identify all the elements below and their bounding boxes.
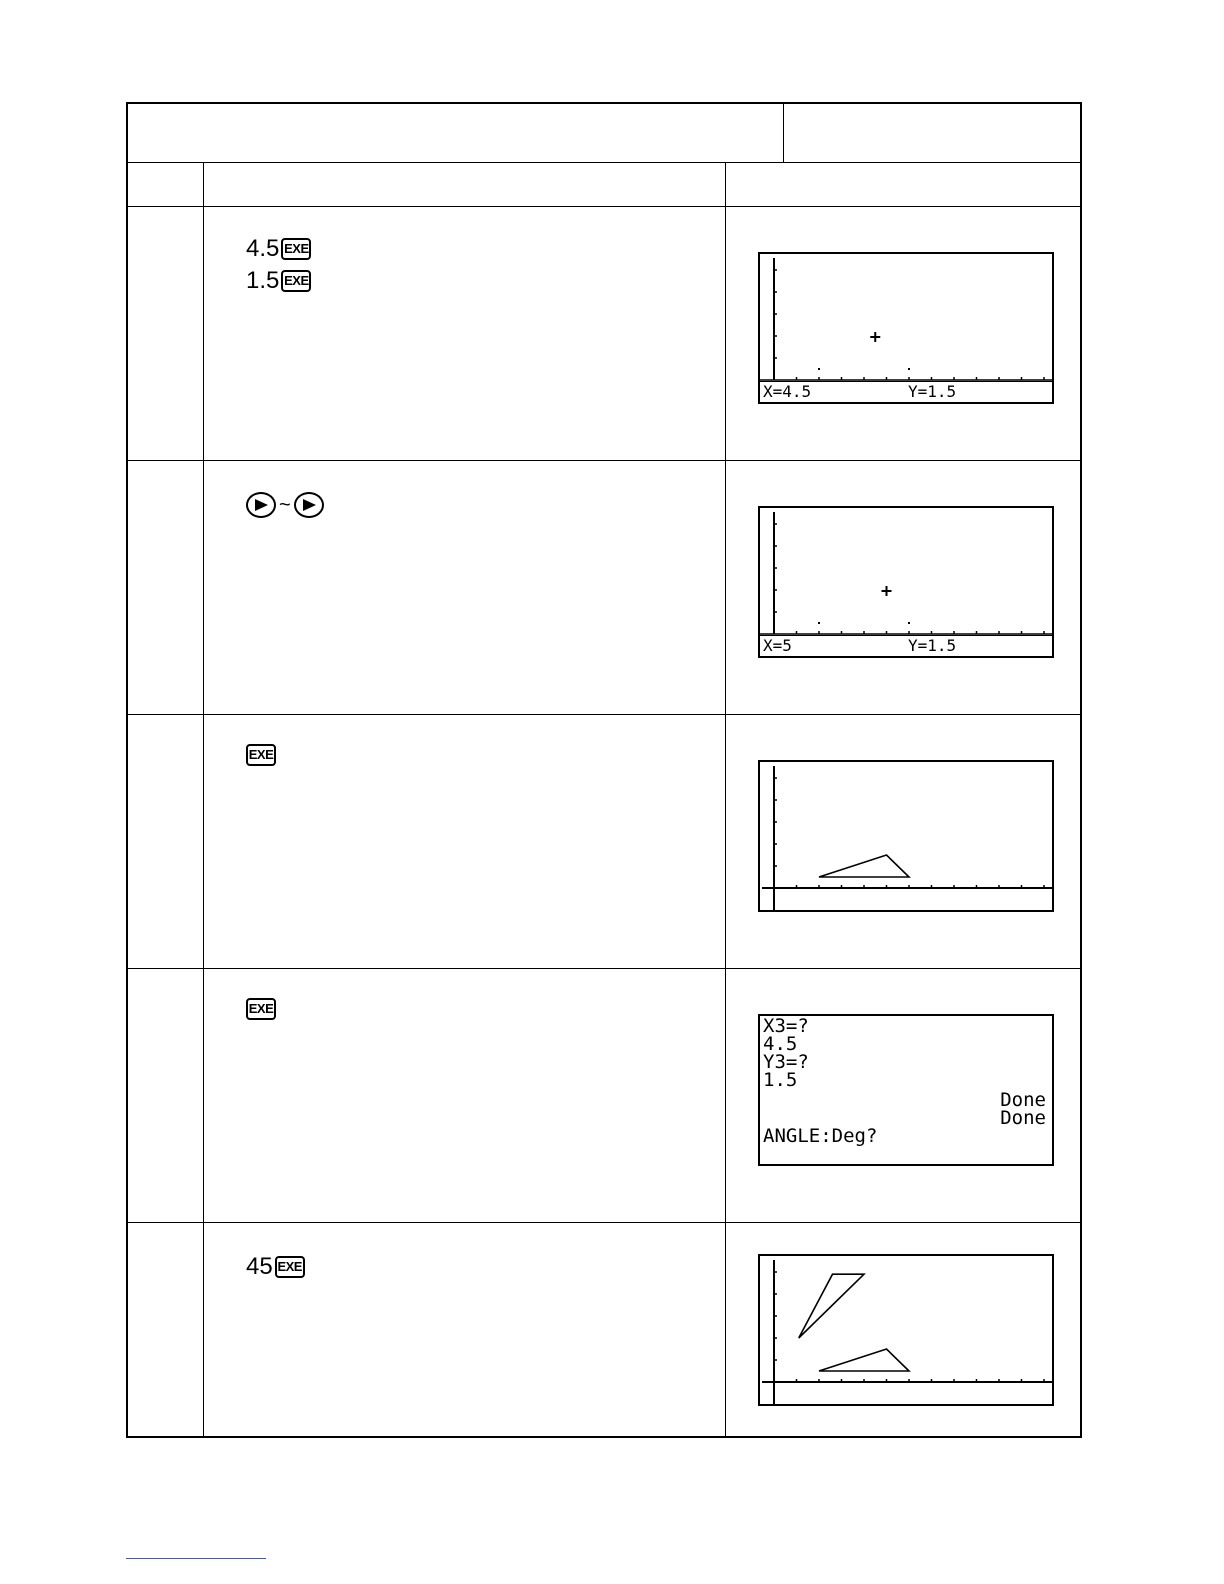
exe-key-icon: EXE bbox=[275, 1256, 305, 1278]
header-divider bbox=[128, 162, 1080, 163]
calculator-screen bbox=[758, 760, 1054, 912]
trace-pointer bbox=[882, 586, 892, 596]
calculator-screen bbox=[758, 252, 1054, 404]
screen-line: 1.5 bbox=[763, 1069, 798, 1091]
exe-key-icon: EXE bbox=[246, 744, 276, 766]
trace-graph bbox=[760, 254, 1052, 402]
screen-line: Y3=? bbox=[763, 1051, 809, 1073]
trace-graph bbox=[760, 508, 1052, 656]
shape-graph bbox=[760, 1256, 1052, 1404]
step-row-2 bbox=[128, 460, 1080, 714]
triangle-shape bbox=[819, 855, 909, 877]
key-sequence bbox=[246, 490, 324, 520]
header-column-divider bbox=[783, 104, 784, 162]
vertex-dot bbox=[818, 368, 820, 370]
exe-key-icon: EXE bbox=[246, 998, 276, 1020]
shape-graph bbox=[760, 762, 1052, 910]
triangle-shape bbox=[799, 1274, 864, 1338]
graph-axes bbox=[760, 512, 1052, 634]
screen-line: Done bbox=[1000, 1107, 1046, 1129]
vertex-dot bbox=[908, 368, 910, 370]
key-sequence bbox=[246, 998, 276, 1020]
key-sequence bbox=[246, 744, 276, 766]
screen-line: 4.5 bbox=[763, 1033, 798, 1055]
calculator-screen bbox=[758, 1254, 1054, 1406]
step-row-3 bbox=[128, 714, 1080, 968]
right-arrow-key-icon bbox=[294, 492, 324, 518]
vertex-dot bbox=[908, 622, 910, 624]
step-row-4 bbox=[128, 968, 1080, 1222]
key-sequence bbox=[246, 266, 311, 296]
calculator-screen bbox=[758, 1014, 1054, 1166]
status-divider bbox=[760, 635, 1052, 636]
exe-key-icon: EXE bbox=[281, 238, 311, 260]
angle-prompt: ANGLE:Deg? bbox=[763, 1125, 878, 1147]
trace-pointer bbox=[870, 332, 880, 342]
input-value: 4.5 bbox=[246, 235, 280, 262]
exe-key-icon: EXE bbox=[281, 270, 311, 292]
graph-shapes bbox=[799, 1274, 909, 1371]
step-row-5 bbox=[128, 1222, 1080, 1438]
graph-shapes bbox=[819, 855, 909, 877]
calculator-screen bbox=[758, 506, 1054, 658]
status-x: X=4.5 bbox=[763, 382, 812, 401]
graph-axes bbox=[760, 258, 1052, 380]
key-sequence bbox=[246, 234, 311, 264]
screen-line: X3=? bbox=[763, 1015, 809, 1037]
status-y: Y=1.5 bbox=[908, 382, 957, 401]
graph-axes bbox=[762, 766, 1052, 910]
input-value: 1.5 bbox=[246, 267, 280, 294]
key-sequence bbox=[246, 1252, 305, 1282]
vertex-dot bbox=[818, 622, 820, 624]
footer-rule bbox=[126, 1558, 266, 1559]
range-separator: ~ bbox=[279, 494, 291, 516]
input-value: 45 bbox=[246, 1253, 273, 1280]
screen-lines bbox=[763, 1017, 809, 1089]
status-y: Y=1.5 bbox=[908, 636, 957, 655]
status-x: X=5 bbox=[763, 636, 792, 655]
procedure-table bbox=[126, 102, 1082, 1438]
step-row-1 bbox=[128, 206, 1080, 460]
screen-line: Done bbox=[1000, 1089, 1046, 1111]
right-arrow-key-icon bbox=[246, 492, 276, 518]
triangle-shape bbox=[819, 1349, 909, 1371]
screen-right-lines bbox=[1000, 1091, 1046, 1127]
